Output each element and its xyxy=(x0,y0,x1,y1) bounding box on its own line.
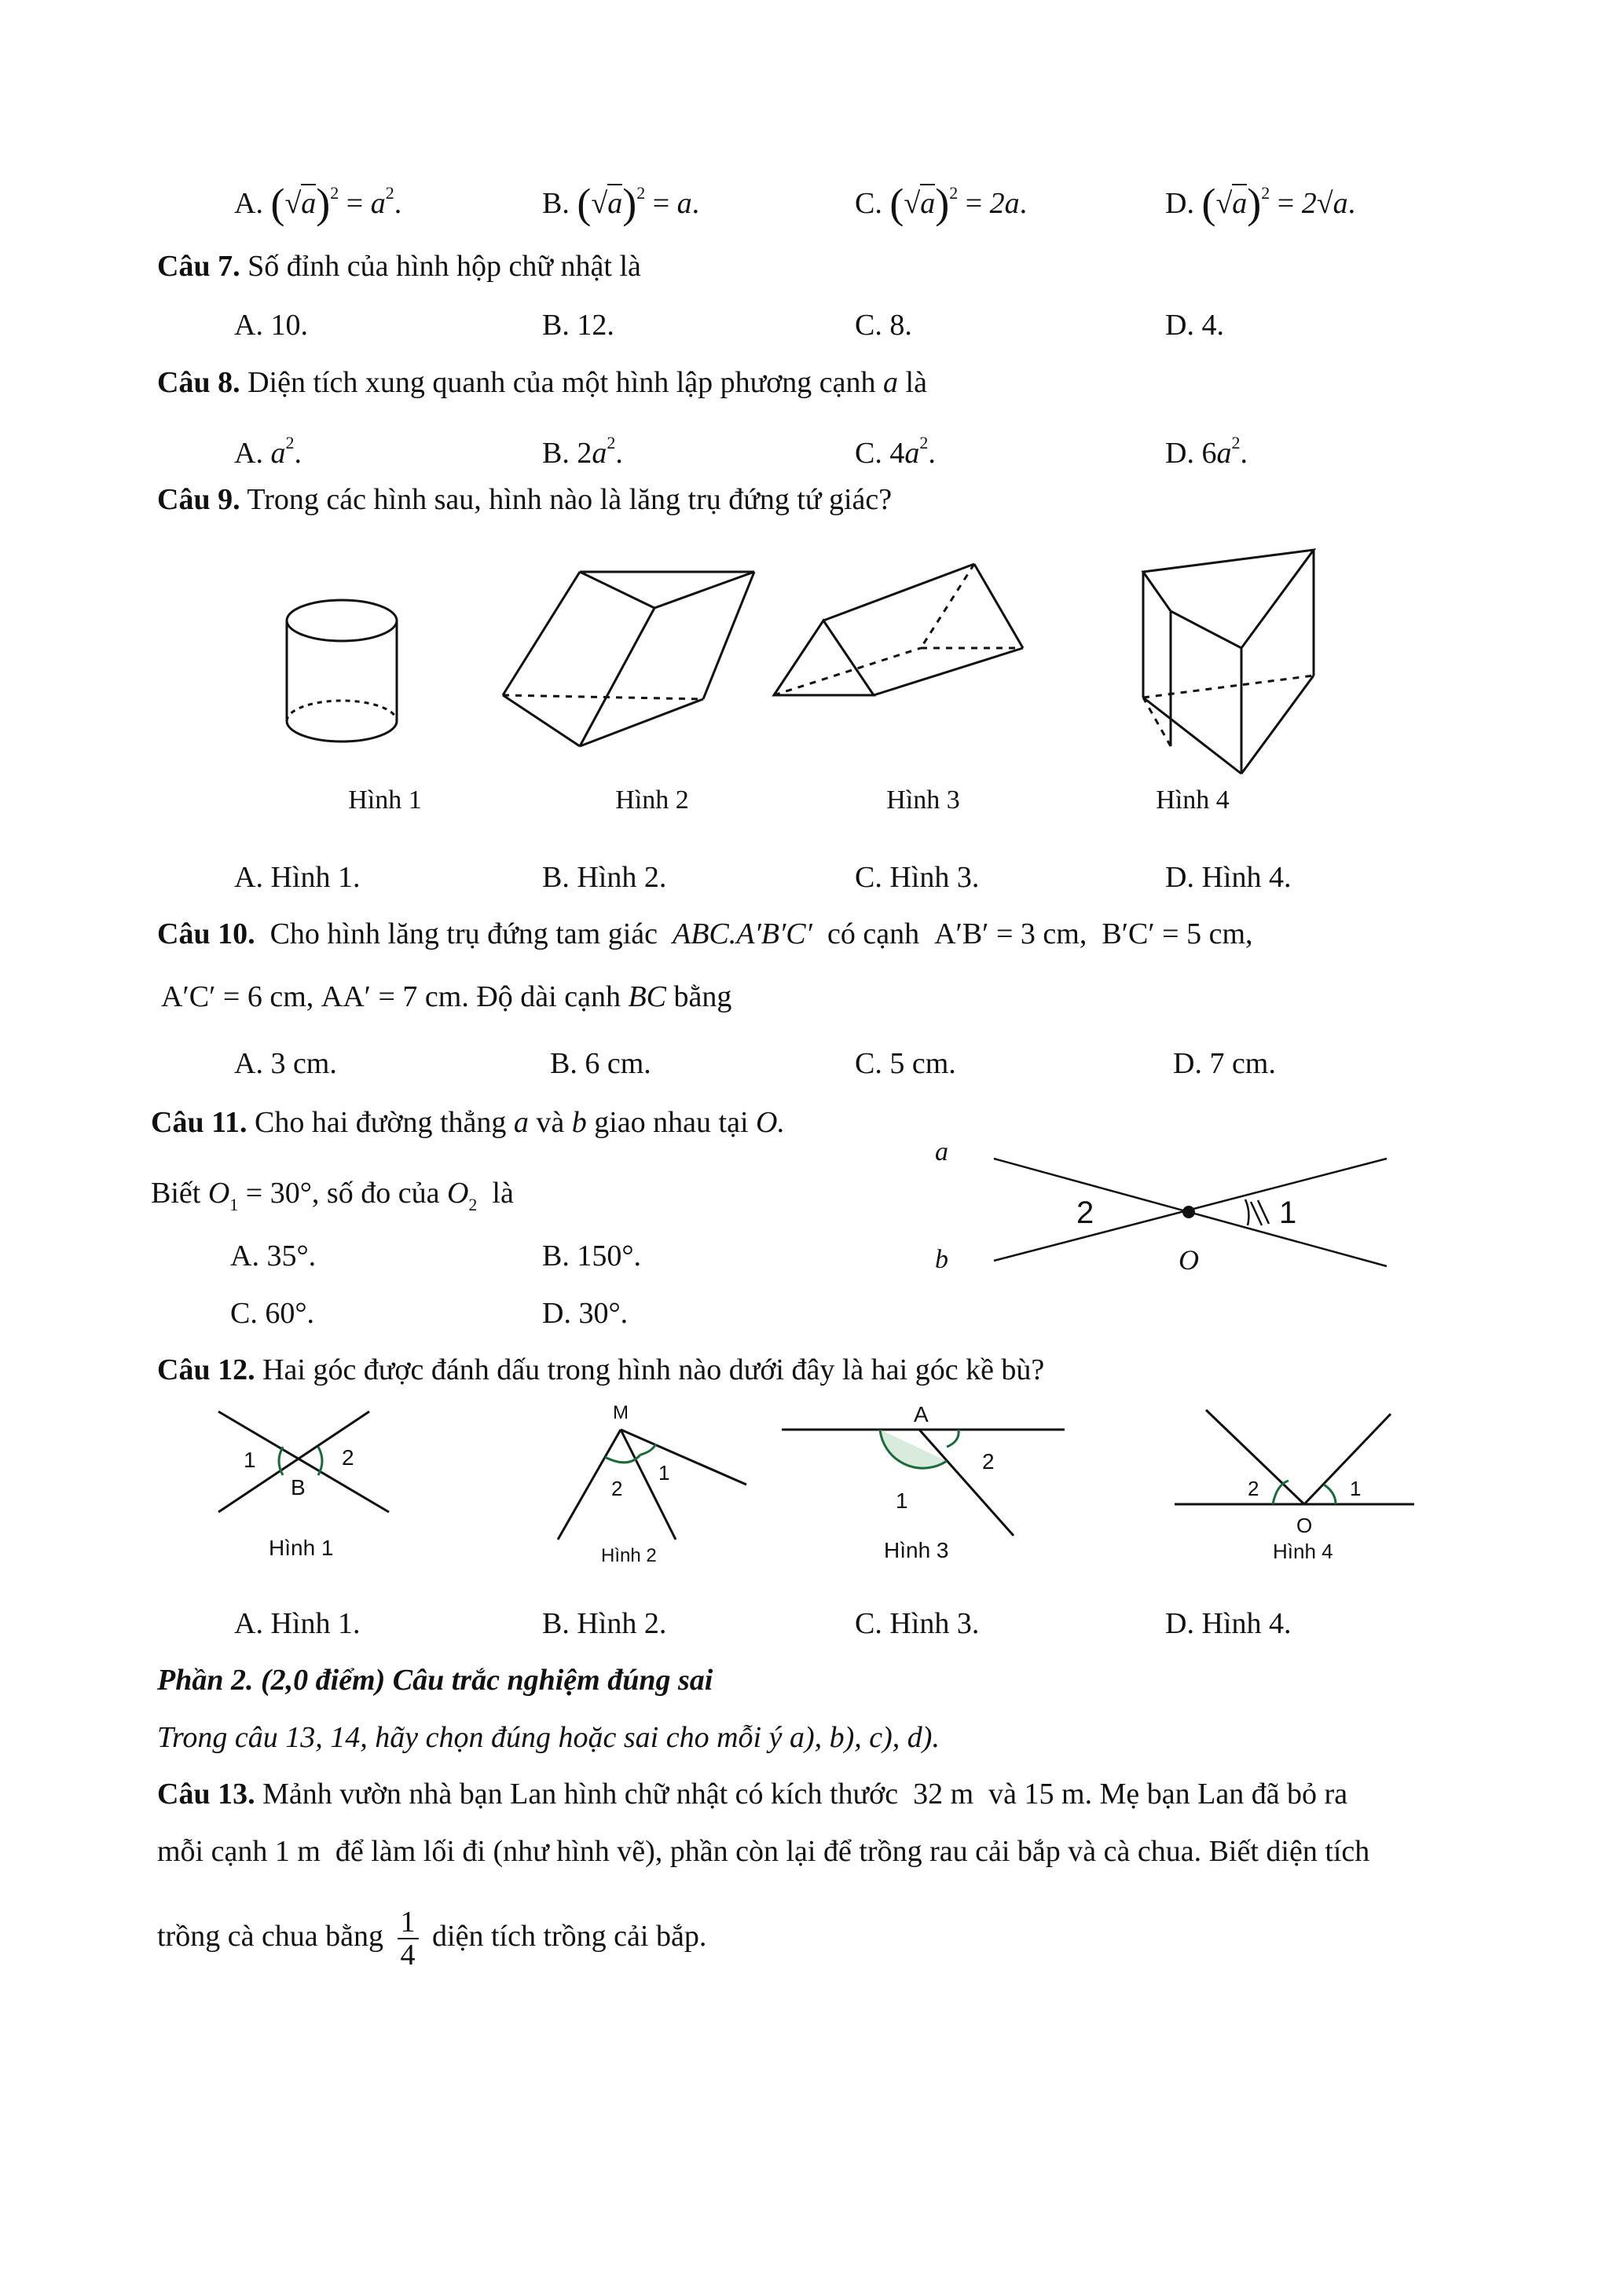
q9-caption-1: Hình 1 xyxy=(348,785,422,815)
q12-h3-angle-2: 2 xyxy=(982,1449,995,1474)
q10-option-d: D. 7 cm. xyxy=(1173,1047,1276,1080)
q11-option-c: C. 60°. xyxy=(230,1297,315,1330)
q13-line3: trồng cà chua bằng $\frac{1}{4}$ diện tích trồng cải bắp. xyxy=(157,1906,707,1972)
q12-stem: Câu 12. Hai góc được đánh dấu trong hình nào dưới đây là hai góc kề bù? xyxy=(157,1353,1045,1386)
q10-stem-line1: Câu 10. Cho hình lăng trụ đứng tam giác ABC.A′B′C′ có cạnh A′B′ = 3 cm, B′C′ = 5 cm, xyxy=(157,917,1253,950)
q9-option-a: A. Hình 1. xyxy=(234,861,361,894)
q10-option-a: A. 3 cm. xyxy=(234,1047,337,1080)
q11-option-d: D. 30°. xyxy=(542,1297,629,1330)
q11-angle-2: 2 xyxy=(1076,1196,1094,1230)
q9-option-d: D. Hình 4. xyxy=(1165,861,1292,894)
q9-stem: Câu 9. Trong các hình sau, hình nào là lăng trụ đứng tứ giác? xyxy=(157,483,893,516)
part2-instruction: Trong câu 13, 14, hãy chọn đúng hoặc sai cho mỗi ý a), b), c), d). xyxy=(157,1721,940,1754)
q7-option-c: C. 8. xyxy=(855,309,912,342)
q10-stem-line2: A′C′ = 6 cm, AA′ = 7 cm. Độ dài cạnh BC bằng xyxy=(161,980,732,1013)
q13-line1: Câu 13. Mảnh vườn nhà bạn Lan hình chữ nhật có kích thước 32 m và 15 m. Mẹ bạn Lan đã bỏ ra xyxy=(157,1778,1348,1811)
q11-stem-line2: Biết $O_1 = 30^\circ$, số đo của $O_2$ là xyxy=(151,1177,514,1214)
q12-h1-angle-2: 2 xyxy=(342,1445,354,1470)
q12-h2-angle-2: 2 xyxy=(611,1477,623,1500)
q12-option-a: A. Hình 1. xyxy=(234,1607,361,1640)
q12-h4-point: O xyxy=(1296,1514,1313,1537)
q8-option-a: A. $a^2$. xyxy=(234,433,302,470)
q11-stem-line1: Câu 11. Cho hai đường thẳng a và b giao nhau tại O. xyxy=(151,1106,785,1139)
q12-h2-point: M xyxy=(613,1402,629,1423)
q11-option-b: B. 150°. xyxy=(542,1240,642,1273)
q7-option-d: D. 4. xyxy=(1165,309,1224,342)
q8-option-c: C. $4a^2$. xyxy=(855,433,936,470)
q11-label-a: a xyxy=(935,1137,948,1166)
q11-option-a: A. 35°. xyxy=(230,1240,317,1273)
q7-option-b: B. 12. xyxy=(542,309,614,342)
q6-option-b: B. $(√a)^2 = a$. xyxy=(542,180,700,227)
q8-option-d: D. $6a^2$. xyxy=(1165,433,1248,470)
q12-h4-caption: Hình 4 xyxy=(1273,1540,1333,1563)
q11-label-b: b xyxy=(935,1245,948,1274)
q10-option-b: B. 6 cm. xyxy=(550,1047,651,1080)
q8-stem: Câu 8. Diện tích xung quanh của một hình lập phương cạnh a là xyxy=(157,366,927,399)
q8-option-b: B. $2a^2$. xyxy=(542,433,623,470)
part2-title: Phần 2. (2,0 điểm) Câu trắc nghiệm đúng sai xyxy=(157,1664,713,1697)
q12-option-d: D. Hình 4. xyxy=(1165,1607,1292,1640)
q7-option-a: A. 10. xyxy=(234,309,308,342)
q12-h1-point: B xyxy=(291,1475,306,1500)
q12-option-b: B. Hình 2. xyxy=(542,1607,667,1640)
q12-h3-caption: Hình 3 xyxy=(884,1538,949,1562)
q6-option-d: D. $(√a)^2 = 2√a$. xyxy=(1165,180,1356,227)
q9-caption-2: Hình 2 xyxy=(615,785,689,815)
q11-label-o: O xyxy=(1179,1244,1199,1276)
q6-option-c: C. $(√a)^2 = 2a$. xyxy=(855,180,1028,227)
q12-h4-angle-1: 1 xyxy=(1350,1477,1362,1500)
q6-option-a: A. $(√a)^2 = a^2$. xyxy=(234,180,402,227)
q12-h4-angle-2: 2 xyxy=(1248,1477,1259,1500)
q12-h3-point: A xyxy=(914,1402,929,1426)
q12-h3-angle-1: 1 xyxy=(896,1489,908,1513)
q9-option-c: C. Hình 3. xyxy=(855,861,980,894)
q11-angle-1: 1 xyxy=(1279,1196,1297,1230)
q12-h1-angle-1: 1 xyxy=(244,1448,256,1472)
q9-caption-3: Hình 3 xyxy=(886,785,960,815)
q12-h1-caption: Hình 1 xyxy=(269,1536,334,1560)
q7-stem: Câu 7. Số đỉnh của hình hộp chữ nhật là xyxy=(157,250,641,283)
q9-option-b: B. Hình 2. xyxy=(542,861,667,894)
q13-line2: mỗi cạnh 1 m để làm lối đi (như hình vẽ), phần còn lại để trồng rau cải bắp và cà chua. Biết diện tích xyxy=(157,1835,1370,1868)
q10-option-c: C. 5 cm. xyxy=(855,1047,956,1080)
q9-caption-4: Hình 4 xyxy=(1156,785,1230,815)
q12-option-c: C. Hình 3. xyxy=(855,1607,980,1640)
fraction-one-quarter: $\frac{1}{4}$ xyxy=(398,1906,419,1971)
q12-h2-caption: Hình 2 xyxy=(601,1545,657,1566)
q12-h2-angle-1: 1 xyxy=(658,1461,670,1485)
